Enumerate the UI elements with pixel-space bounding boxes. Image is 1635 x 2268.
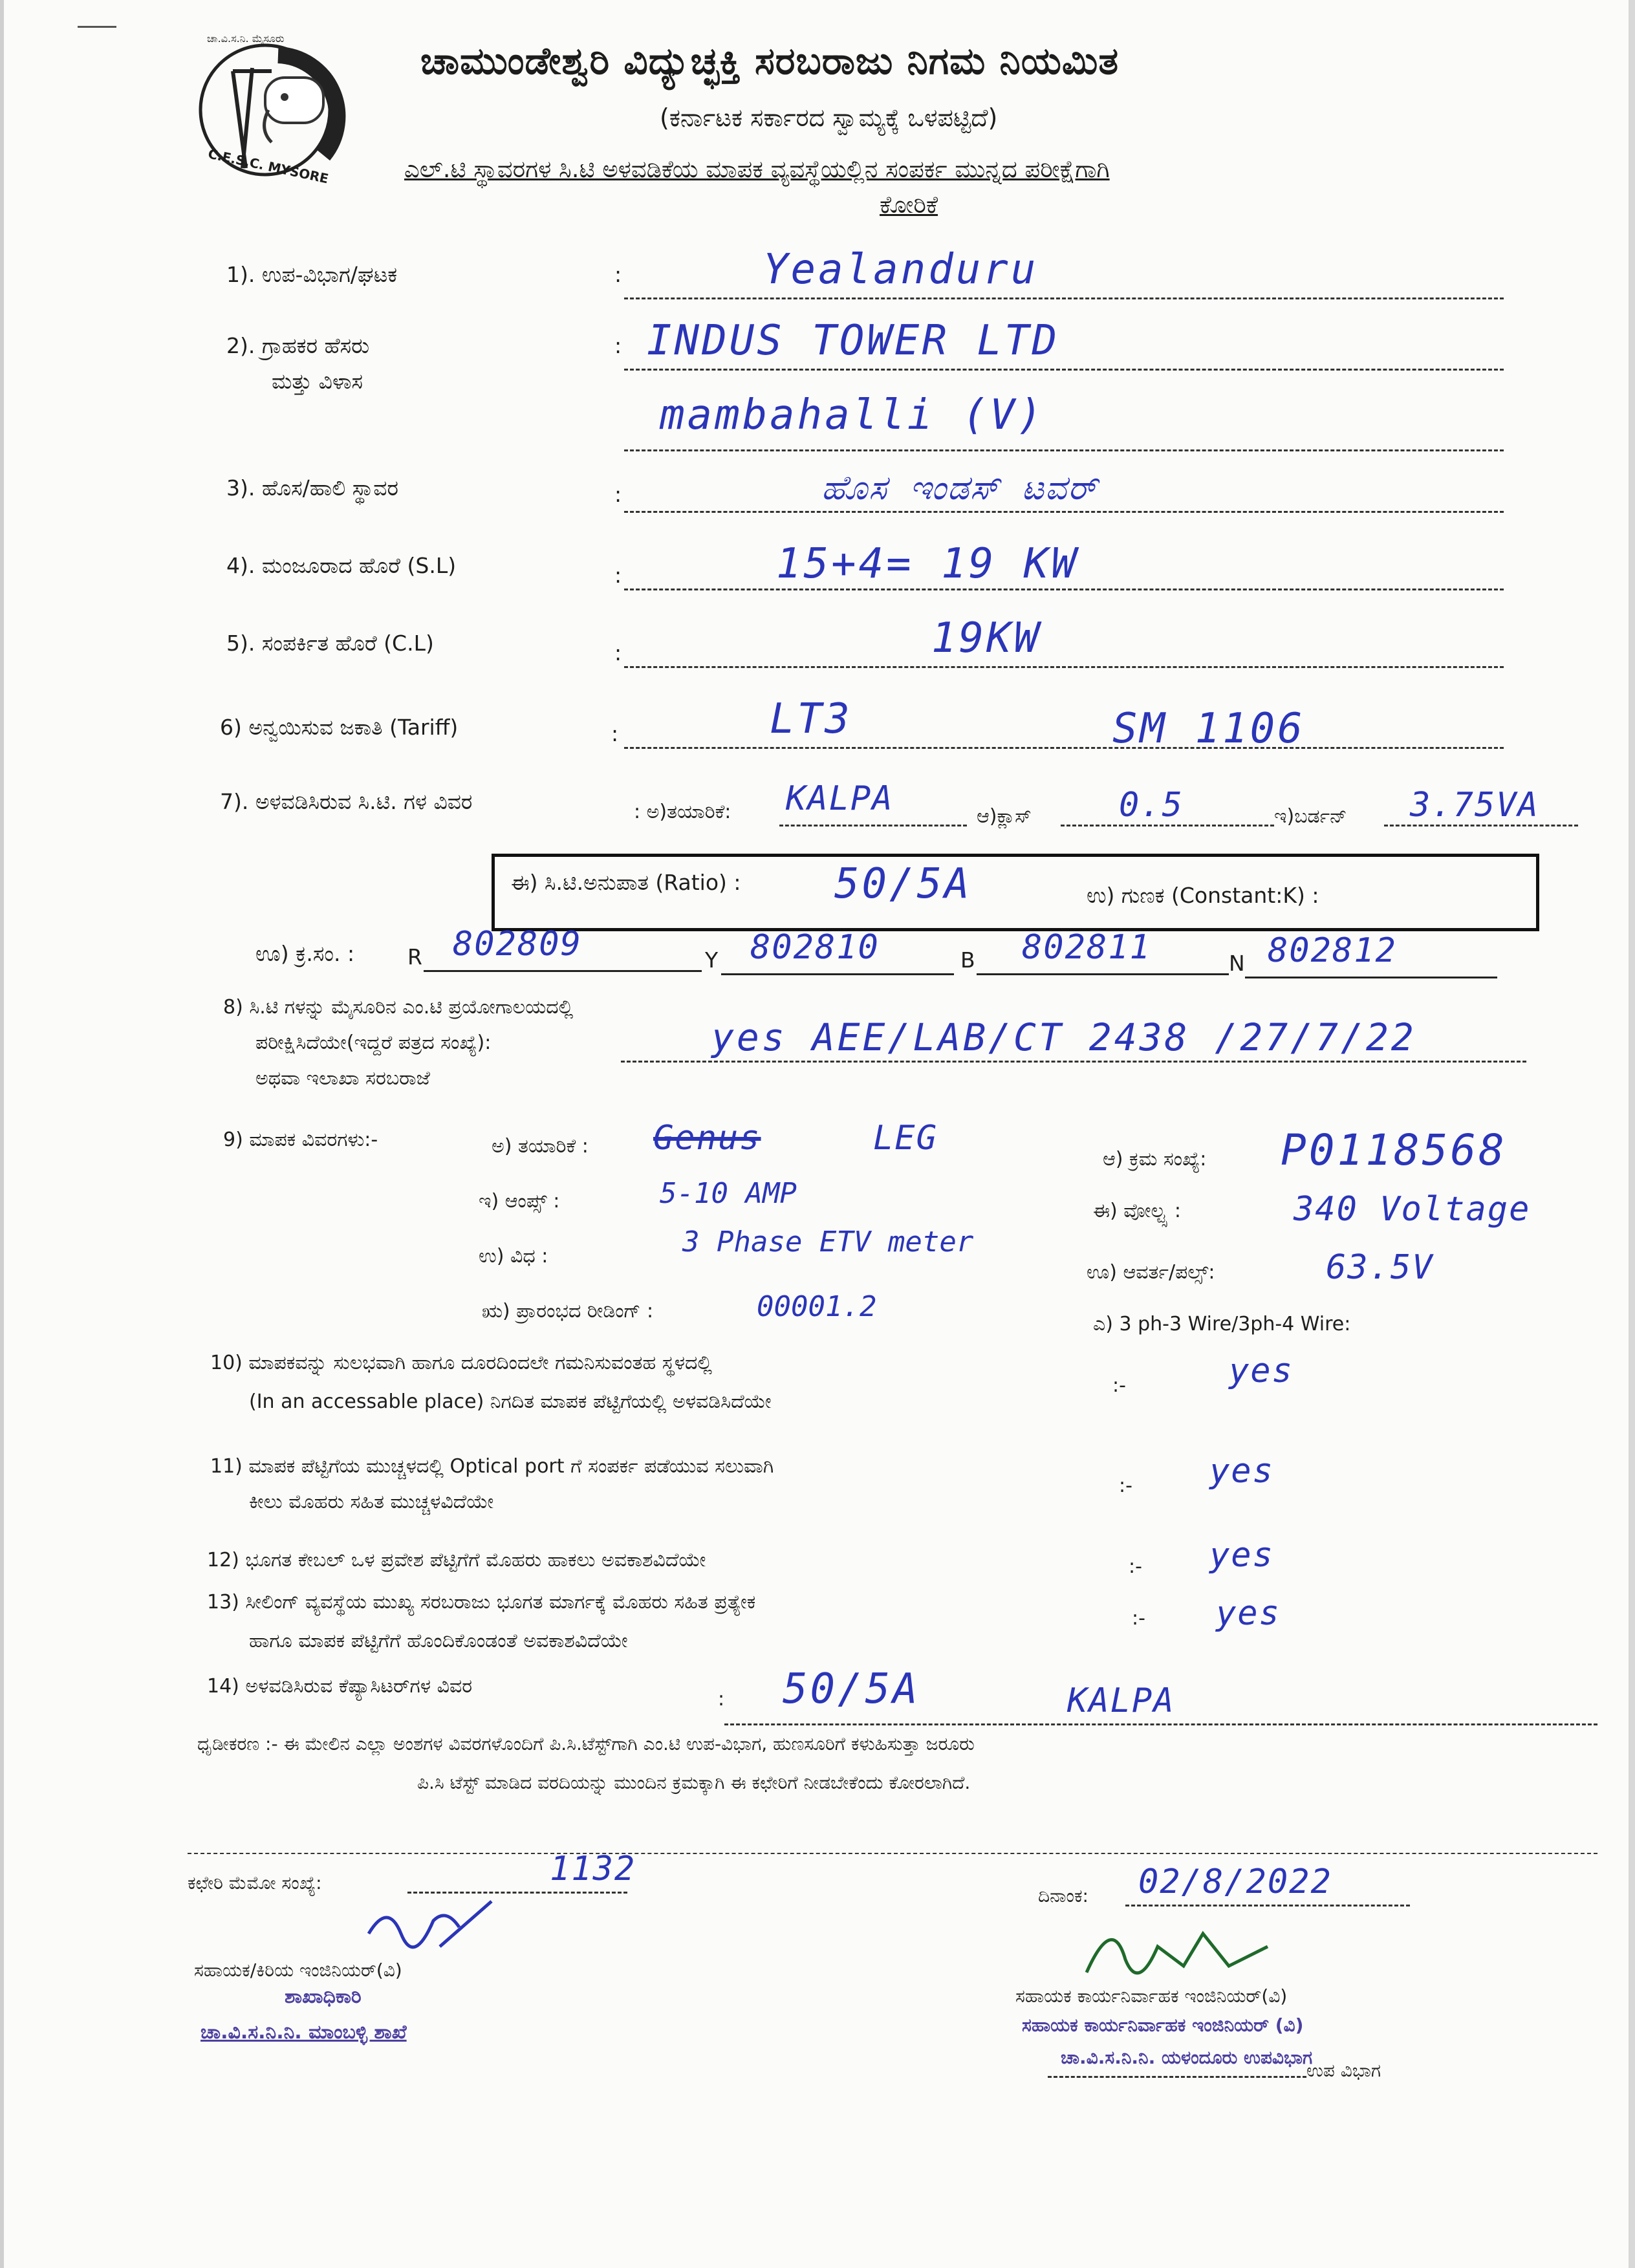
field-2-line-2: [624, 449, 1504, 451]
colon: :: [614, 262, 622, 287]
field-12-label: 12) ಭೂಗತ ಕೇಬಲ್ ಒಳ ಪ್ರವೇಶ ಪೆಟ್ಟಿಗೆಗೆ ಮೊಹರು ಹಾಕಲು ಅವಕಾಶವಿದೆಯೇ: [207, 1549, 706, 1571]
field-14-value-2: KALPA: [1067, 1681, 1175, 1720]
field-14-label: 14) ಅಳವಡಿಸಿರುವ ಕೆಪ್ಯಾಸಿಟರ್‌ಗಳ ವಿವರ: [207, 1675, 473, 1698]
colon: :: [614, 640, 622, 665]
field-7-maker-line: [779, 825, 967, 826]
date-line: [1125, 1905, 1410, 1906]
field-7-ratio: 50/5A: [834, 860, 972, 908]
field-5-value: 19KW: [931, 614, 1042, 662]
field-4-line: [624, 589, 1504, 590]
field-8-label-3: ಅಥವಾ ಇಲಾಖಾ ಸರಬರಾಜೆ: [255, 1067, 430, 1090]
field-9-type: 3 Phase ETV meter: [682, 1226, 974, 1258]
field-7-y-label: Y: [705, 947, 719, 973]
colon-dash: :-: [1132, 1607, 1145, 1630]
field-7-y-line: [721, 973, 954, 975]
field-6-value-2: SM 1106: [1112, 705, 1305, 753]
date-value: 02/8/2022: [1138, 1863, 1332, 1901]
field-1-line: [624, 297, 1504, 299]
field-9-volts: 340 Voltage: [1294, 1190, 1531, 1229]
field-7-maker: KALPA: [786, 779, 894, 818]
field-7-burden: 3.75VA: [1410, 786, 1539, 825]
memo-value: 1132: [550, 1850, 636, 1888]
field-8-value: yes AEE/LAB/CT 2438 /27/7/22: [711, 1015, 1416, 1059]
field-10-label-2: (In an accessable place) ನಿಗದಿತ ಮಾಪಕ ಪೆಟ್ಟಿಗೆಯಲ್ಲಿ ಅಳವಡಿಸಿದೆಯೇ: [249, 1390, 772, 1413]
memo-label: ಕಛೇರಿ ಮೆಮೋ ಸಂಖ್ಯೆ:: [188, 1872, 322, 1894]
right-signature: [1074, 1908, 1281, 1998]
field-2-value: INDUS TOWER LTD: [647, 317, 1059, 365]
field-1-value: Yealanduru: [763, 246, 1039, 294]
right-stamp-2: ಚಾ.ವಿ.ಸ.ನಿ.ನಿ. ಯಳಂದೂರು ಉಪವಿಭಾಗ: [1061, 2047, 1313, 2068]
certification-line-1: ಧೃಡೀಕರಣ :- ಈ ಮೇಲಿನ ಎಲ್ಲಾ ಅಂಶಗಳ ವಿವರಗಳೊಂದಿಗೆ ಪಿ.ಸಿ.ಟೆಸ್ಟ್‌ಗಾಗಿ ಎಂ.ಟಿ ಉಪ-ವಿಭಾಗ, ಹುಣಸೂರಿಗೆ ಕಳುಹಿಸುತ್ತಾ ಜರೂರು: [197, 1733, 975, 1755]
page-edge-right: [1629, 0, 1635, 2268]
field-10-label: 10) ಮಾಪಕವನ್ನು ಸುಲಭವಾಗಿ ಹಾಗೂ ದೂರದಿಂದಲೇ ಗಮನಿಸುವಂತಹ ಸ್ಥಳದಲ್ಲಿ: [210, 1352, 713, 1374]
field-4-value: 15+4= 19 KW: [776, 540, 1079, 588]
field-9-serial: P0118568: [1281, 1125, 1507, 1175]
field-8-label: 8) ಸಿ.ಟಿ ಗಳನ್ನು ಮೈಸೂರಿನ ಎಂ.ಟಿ ಪ್ರಯೋಗಾಲಯದಲ್ಲಿ: [223, 996, 574, 1019]
left-stamp-1: ಶಾಖಾಧಿಕಾರಿ: [285, 1985, 362, 2008]
right-stamp-1: ಸಹಾಯಕ ಕಾರ್ಯನಿರ್ವಾಹಕ ಇಂಜಿನಿಯರ್ (ವಿ): [1022, 2014, 1304, 2036]
memo-line: [407, 1892, 627, 1894]
field-5-label: 5). ಸಂಪರ್ಕಿತ ಹೊರೆ (C.L): [226, 631, 434, 656]
field-9-reading-label: ಋ) ಪ್ರಾರಂಭದ ರೀಡಿಂಗ್ :: [482, 1300, 654, 1323]
field-5-line: [624, 666, 1504, 668]
field-9-reading: 00001.2: [757, 1290, 877, 1323]
field-3-value: ಹೊಸ ಇಂಡಸ್ ಟವರ್: [821, 469, 1098, 508]
field-11-label-2: ಕೀಲು ಮೊಹರು ಸಹಿತ ಮುಚ್ಚಳವಿದೆಯೇ: [249, 1491, 494, 1513]
logo-top-text: ಚಾ.ವಿ.ಸ.ನಿ. ಮೈಸೂರು: [207, 32, 285, 45]
field-8-label-2: ಪರೀಕ್ಷಿಸಿದೆಯೇ(ಇದ್ದರೆ ಪತ್ರದ ಸಂಖ್ಯೆ):: [255, 1031, 492, 1054]
field-7-serial-label: ಊ) ಕ್ರ.ಸಂ. :: [255, 941, 355, 966]
field-14-value: 50/5A: [783, 1665, 920, 1713]
field-6-value: LT3: [770, 695, 852, 743]
field-13-label: 13) ಸೀಲಿಂಗ್ ವ್ಯವಸ್ಥೆಯ ಮುಖ್ಯ ಸರಬರಾಜು ಭೂಗತ ಮಾರ್ಗಕ್ಕೆ ಮೊಹರು ಸಹಿತ ಪ್ರತ್ಯೇಕ: [207, 1591, 756, 1614]
field-2-label-2: ಮತ್ತು ವಿಳಾಸ: [272, 369, 363, 394]
field-2-label: 2). ಗ್ರಾಹಕರ ಹೆಸರು: [226, 333, 370, 358]
field-9-wire-label: ಎ) 3 ph-3 Wire/3ph-4 Wire:: [1093, 1313, 1351, 1335]
certification-divider: [188, 1853, 1597, 1854]
field-7-ratio-label: ಈ) ಸಿ.ಟಿ.ಅನುಪಾತ (Ratio) :: [511, 870, 741, 895]
field-3-label: 3). ಹೊಸ/ಹಾಲಿ ಸ್ಥಾವರ: [226, 475, 398, 501]
field-2-line: [624, 369, 1504, 371]
field-14-line: [724, 1723, 1597, 1725]
cesc-logo: [194, 32, 369, 194]
colon: :: [718, 1688, 725, 1711]
field-7-burden-line: [1384, 825, 1578, 826]
form-title: ಎಲ್.ಟಿ ಸ್ಥಾವರಗಳ ಸಿ.ಟಿ ಅಳವಡಿಕೆಯ ಮಾಪಕ ವ್ಯವಸ್ಥೆಯಲ್ಲಿನ ಸಂಪರ್ಕ ಮುನ್ನದ ಪರೀಕ್ಷೆಗಾಗಿ: [404, 155, 1110, 183]
org-subtitle: (ಕರ್ನಾಟಕ ಸರ್ಕಾರದ ಸ್ವಾಮ್ಯಕ್ಕೆ ಒಳಪಟ್ಟಿದೆ): [660, 103, 998, 132]
field-9-maker: LEG: [873, 1119, 938, 1158]
field-7-class-line: [1061, 825, 1274, 826]
field-7-maker-label: : ಅ)ತಯಾರಿಕೆ:: [634, 801, 731, 823]
field-11-value: yes: [1209, 1452, 1274, 1491]
field-6-label: 6) ಅನ್ವಯಿಸುವ ಜಕಾತಿ (Tariff): [220, 715, 459, 740]
field-2-value-2: mambahalli (V): [660, 391, 1045, 439]
field-7-b: 802811: [1022, 928, 1151, 967]
field-7-r: 802809: [453, 925, 582, 964]
colon-dash: :-: [1119, 1474, 1132, 1497]
field-7-constant-label: ಉ) ಗುಣಕ (Constant:K) :: [1087, 883, 1319, 908]
field-13-value: yes: [1216, 1594, 1281, 1633]
right-signatory: ಸಹಾಯಕ ಕಾರ್ಯನಿರ್ವಾಹಕ ಇಂಜಿನಿಯರ್(ವಿ): [1015, 1985, 1288, 2007]
field-9-maker-label: ಅ) ತಯಾರಿಕೆ :: [492, 1135, 589, 1158]
sub-division-label: ಉಪ ವಿಭಾಗ: [1306, 2060, 1381, 2081]
colon: :: [614, 333, 622, 358]
field-4-label: 4). ಮಂಜೂರಾದ ಹೊರೆ (S.L): [226, 553, 457, 578]
field-11-label: 11) ಮಾಪಕ ಪೆಟ್ಟಿಗೆಯ ಮುಚ್ಚಳದಲ್ಲಿ Optical port ಗೆ ಸಂಪರ್ಕ ಪಡೆಯುವ ಸಲುವಾಗಿ: [210, 1455, 774, 1478]
left-signatory: ಸಹಾಯಕ/ಕಿರಿಯ ಇಂಜಿನಿಯರ್(ವಿ): [194, 1960, 402, 1981]
left-stamp-2: ಚಾ.ವಿ.ಸ.ನಿ.ನಿ. ಮಾಂಬಳ್ಳಿ ಶಾಖೆ: [200, 2021, 407, 2044]
field-7-n-line: [1245, 977, 1497, 978]
org-title: ಚಾಮುಂಡೇಶ್ವರಿ ವಿದ್ಯುಚ್ಛಕ್ತಿ ಸರಬರಾಜು ನಿಗಮ ನಿಯಮಿತ: [420, 39, 1120, 83]
field-9-maker-struck: Genus: [653, 1119, 761, 1158]
field-7-class-label: ಆ)ಕ್ಲಾಸ್: [977, 805, 1032, 828]
sub-division-line: [1048, 2076, 1306, 2078]
field-7-n-label: N: [1229, 951, 1245, 976]
field-7-b-line: [977, 973, 1229, 975]
colon-dash: :-: [1112, 1374, 1126, 1397]
field-9-amps: 5-10 AMP: [660, 1177, 797, 1210]
colon: :: [614, 563, 622, 588]
field-9-amps-label: ಇ) ಆಂಪ್ಸ್ :: [479, 1190, 560, 1213]
field-9-pulse: 63.5V: [1326, 1248, 1434, 1287]
field-8-line: [621, 1061, 1526, 1063]
field-7-class: 0.5: [1119, 786, 1184, 825]
colon-dash: :-: [1129, 1555, 1142, 1578]
field-12-value: yes: [1209, 1536, 1274, 1575]
form-title-2: ಕೋರಿಕೆ: [880, 191, 938, 219]
colon: :: [611, 721, 619, 746]
page-edge-left: [0, 0, 4, 2268]
corner-mark: [78, 26, 116, 28]
certification-line-2: ಪಿ.ಸಿ ಟೆಸ್ಟ್ ಮಾಡಿದ ವರದಿಯನ್ನು ಮುಂದಿನ ಕ್ರಮಕ್ಕಾಗಿ ಈ ಕಛೇರಿಗೆ ನೀಡಬೇಕೆಂದು ಕೋರಲಾಗಿದೆ.: [417, 1772, 971, 1793]
field-10-value: yes: [1229, 1352, 1294, 1390]
field-7-n: 802812: [1268, 931, 1397, 970]
field-9-label: 9) ಮಾಪಕ ವಿವರಗಳು:-: [223, 1129, 378, 1151]
field-9-type-label: ಉ) ವಿಧ :: [479, 1245, 548, 1268]
field-7-label: 7). ಅಳವಡಿಸಿರುವ ಸಿ.ಟಿ. ಗಳ ವಿವರ: [220, 789, 473, 814]
field-7-y: 802810: [750, 928, 880, 967]
field-7-r-label: R: [407, 944, 422, 969]
field-6-line: [624, 747, 1504, 749]
date-label: ದಿನಾಂಕ:: [1038, 1885, 1088, 1906]
field-13-label-2: ಹಾಗೂ ಮಾಪಕ ಪೆಟ್ಟಿಗೆಗೆ ಹೊಂದಿಕೊಂಡಂತೆ ಅವಕಾಶವಿದೆಯೇ: [249, 1630, 628, 1652]
colon: :: [614, 482, 622, 507]
field-9-pulse-label: ಊ) ಆವರ್ತ/ಪಲ್ಸ್:: [1087, 1261, 1215, 1284]
field-7-b-label: B: [960, 947, 975, 973]
field-1-label: 1). ಉಪ-ವಿಭಾಗ/ಘಟಕ: [226, 262, 398, 287]
field-3-line: [624, 511, 1504, 513]
field-9-serial-label: ಆ) ಕ್ರಮ ಸಂಖ್ಯೆ:: [1103, 1148, 1207, 1171]
logo-caption: C.E.S.C. MYSORE: [206, 146, 330, 187]
field-7-burden-label: ಇ)ಬರ್ಡನ್: [1274, 805, 1347, 828]
field-7-r-line: [424, 970, 702, 972]
field-9-volts-label: ಈ) ವೋಲ್ಟ್ಸ :: [1093, 1200, 1181, 1222]
